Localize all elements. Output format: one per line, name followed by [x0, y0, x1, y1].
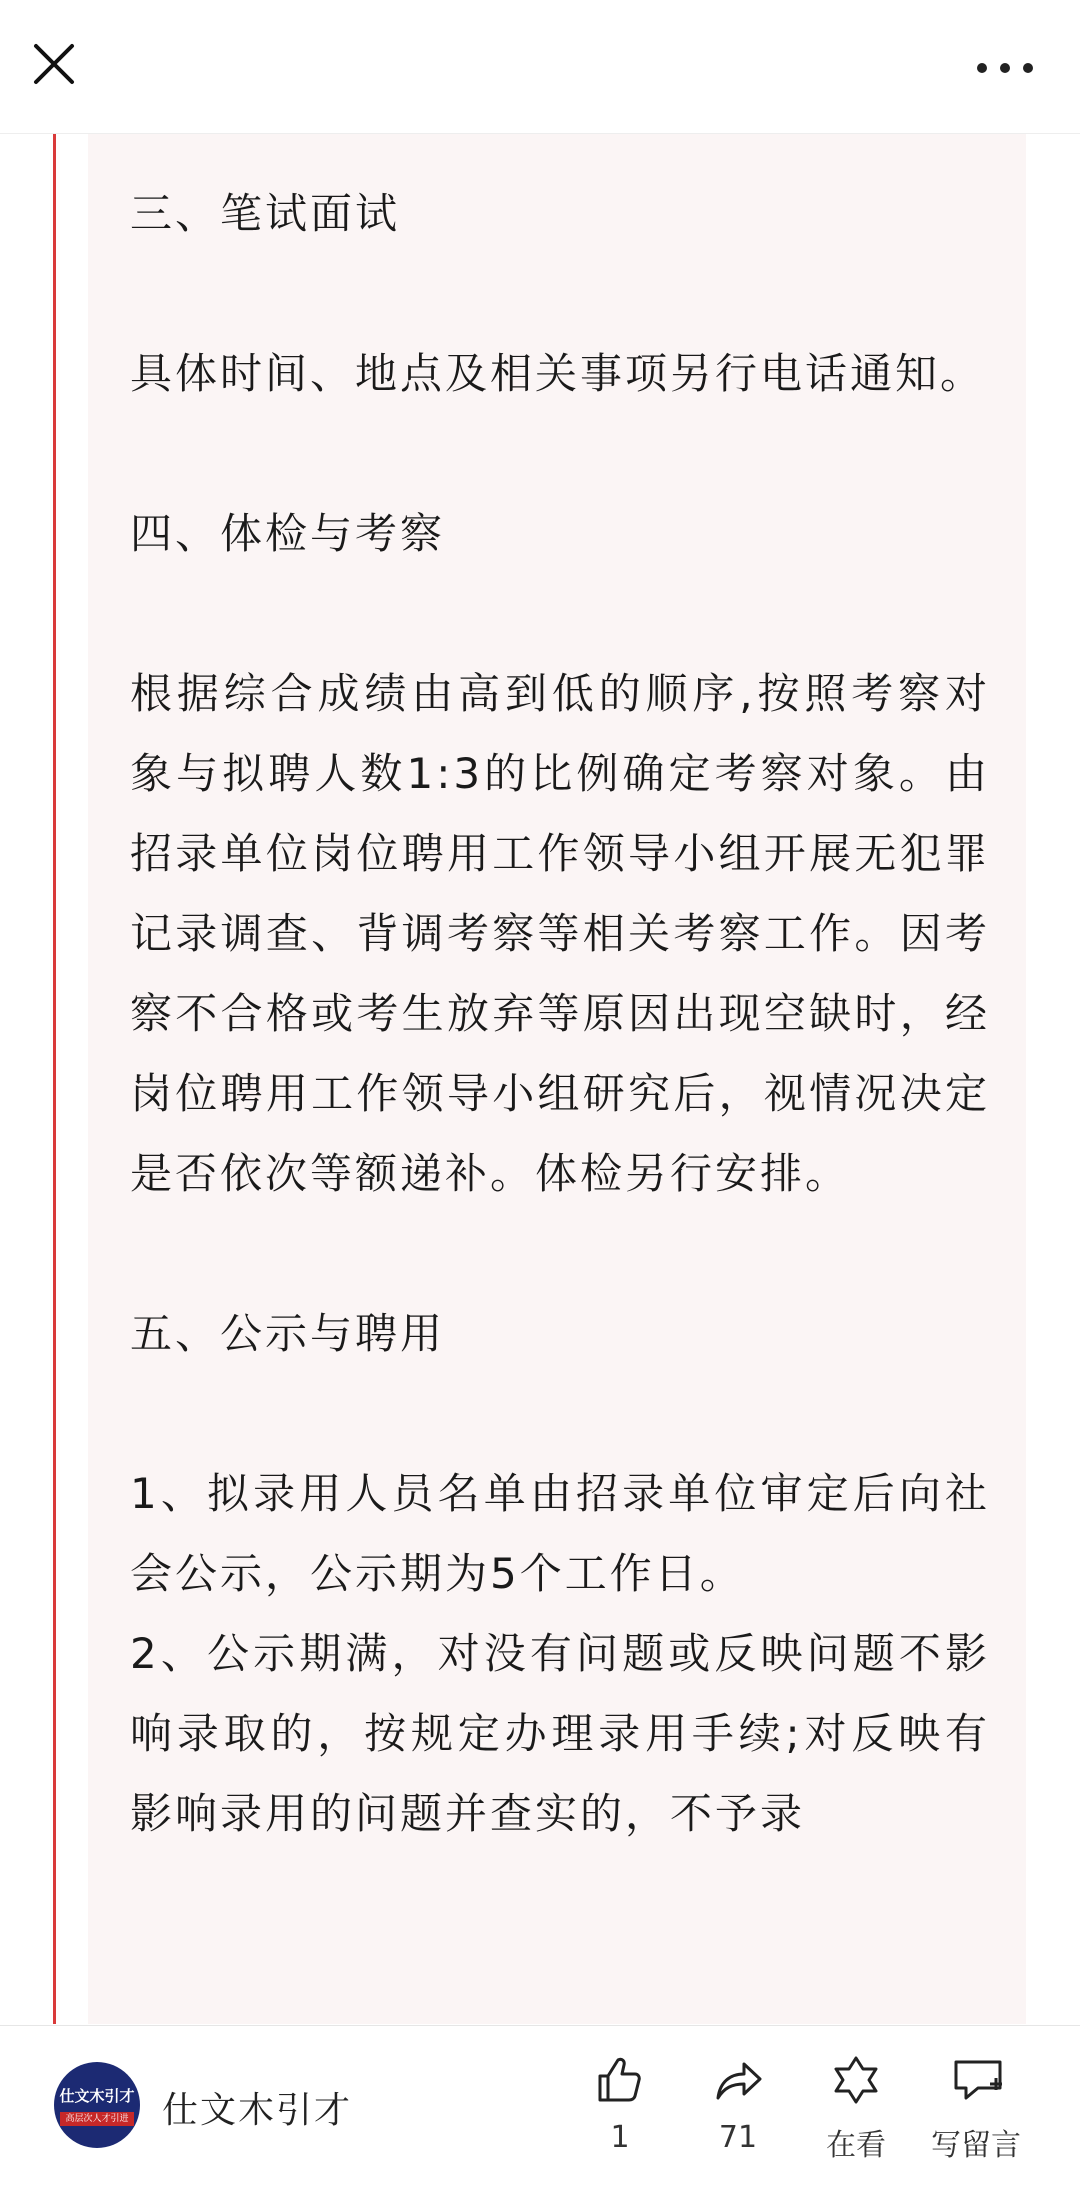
avatar-logo-text: 仕文木引才	[59, 2087, 135, 2105]
more-options-button[interactable]	[970, 42, 1040, 82]
close-icon	[28, 38, 80, 90]
section-paragraph-5-1: 1、拟录用人员名单由招录单位审定后向社会公示，公示期为5个工作日。	[130, 1469, 990, 1598]
bottom-bar	[0, 2025, 1080, 2186]
more-dots-icon	[970, 42, 1040, 82]
account-name[interactable]: 仕文木引才	[162, 2090, 353, 2131]
like-count: 1	[610, 2120, 630, 2155]
section-paragraph-3: 具体时间、地点及相关事项另行电话通知。	[130, 349, 986, 398]
avatar-logo-subtext: 高层次人才引进	[60, 2112, 134, 2126]
comment-label: 写留言	[931, 2128, 1021, 2163]
section-paragraph-5-2: 2、公示期满，对没有问题或反映问题不影响录取的，按规定办理录用手续;对反映有影响录用的问题并查实的，不予录	[130, 1629, 990, 1838]
section-heading-3: 三、笔试面试	[130, 189, 401, 238]
thumbs-up-icon	[594, 2054, 646, 2106]
share-icon	[712, 2054, 764, 2106]
wow-button[interactable]	[796, 2054, 916, 2174]
article-content[interactable]	[0, 134, 1080, 2024]
comment-icon	[950, 2054, 1006, 2106]
section-heading-5: 五、公示与聘用	[130, 1309, 446, 1358]
top-bar	[0, 0, 1080, 134]
wow-label: 在看	[826, 2128, 886, 2163]
comment-button[interactable]	[916, 2054, 1036, 2174]
section-heading-4: 四、体检与考察	[130, 509, 446, 558]
share-button[interactable]	[678, 2054, 798, 2174]
accent-border	[53, 134, 56, 2024]
share-count: 71	[718, 2120, 758, 2155]
like-button[interactable]	[560, 2054, 680, 2174]
article-body	[130, 174, 990, 1854]
close-button[interactable]	[28, 38, 80, 90]
wow-star-icon	[830, 2054, 882, 2106]
section-paragraph-4: 根据综合成绩由高到低的顺序,按照考察对象与拟聘人数1:3的比例确定考察对象。由招录单位岗位聘用工作领导小组开展无犯罪记录调查、背调考察等相关考察工作。因考察不合格或考生放弃等原因出现空缺时，经岗位聘用工作领导小组研究后，视情况决定是否依次等额递补。体检另行安排。	[130, 669, 990, 1198]
account-avatar[interactable]	[54, 2062, 140, 2148]
